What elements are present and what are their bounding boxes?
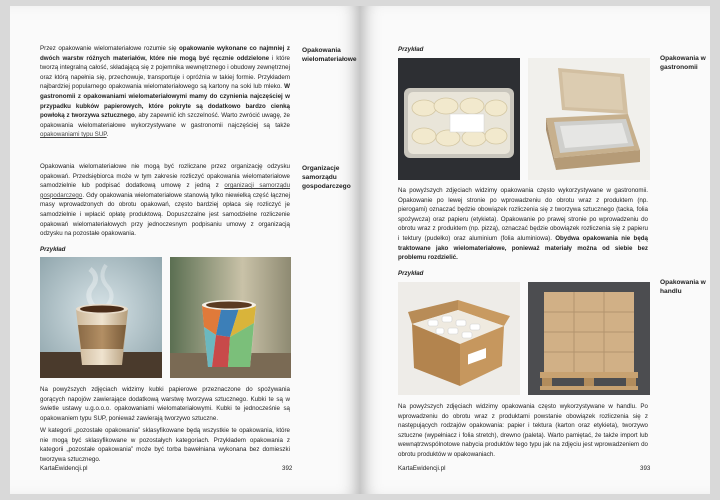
photo-pizza-box — [528, 58, 650, 180]
bold-run: opakowanie wykonane co najmniej z dwóch warstw różnych materiałów, które nie mogą być ręcznie oddzielone — [40, 45, 290, 62]
photo-kraft-coffee-cup — [40, 257, 162, 378]
text-run: Przez opakowanie wielomateriałowe rozumie się — [40, 45, 180, 52]
link-sup-packaging[interactable]: opakowaniami typu SUP — [40, 131, 107, 139]
left-paragraph-4: W kategorii „pozostałe opakowania” sklasyfikowane będą wszystkie te opakowania, które nie mogą być sklasyfikowane w pozostałych kategoriach. Przykładem opakowania z kategorii „pozostałe opakowania” może być torba bawełniana wykonana bez domieszki tworzywa sztucznego. — [40, 427, 290, 463]
side-note-trade: Opakowania w handlu — [660, 279, 706, 295]
left-page — [10, 6, 360, 494]
page-number: 392 — [282, 465, 293, 472]
left-paragraph-1 — [40, 44, 290, 140]
link-business-organizations[interactable]: organizacji samorządu gospodarczego — [40, 182, 291, 199]
left-paragraph-2 — [40, 162, 290, 239]
example-label: Przykład — [40, 246, 66, 253]
bold-run: W gastronomii z opakowaniami wielomateriałowymi mamy do czynienia najczęściej w przypadku kubków papierowych, które pokryte są dodatkowo bardzo cienką powłoką z tworzywa sztucznego — [40, 83, 290, 120]
text-run: . Gdy opakowania wielomateriałowe stanowią tylko niewielką część łącznej masy wprowadzonych do obrotu opakowań, często bardziej opłaca się rozliczyć je samodzielnie i wpłacić opłatę produktową. Dopuszczalne jest samodzielne rozliczenie opakowań wielomateriałowych przy jednoczesnym podpisaniu umowy z organizacją odzysku na pozostałe opakowania. — [40, 191, 290, 238]
side-note-multimaterial: Opakowania wielomateriałowe — [302, 47, 357, 63]
footer-site-name: KartaEwidencji.pl — [40, 465, 88, 472]
text-run: Opakowania wielomateriałowe nie mogą być rozliczane przez organizację odzysku opakowań. Przedsiębiorca może w tym zakresie rozliczyć opakowania wielomateriałowe samodzielnie lub podpisać dodatkową umowę z jedną z — [40, 163, 290, 190]
photo-colorful-paper-cup — [170, 257, 291, 378]
photo-pallet-stretch-film — [528, 282, 650, 395]
right-paragraph-2: Na powyższych zdjęciach widzimy opakowania często wykorzystywane w handlu. Po wprowadzeniu do obrotu wraz z produktami powstanie obowiązek rozliczenia się z następujących rodzajów opakowania: papier i tektura (karton oraz etykieta), tworzywo sztuczne (wypełniacz i folia stretch), drewno (paleta). Warto pamiętać, że także import lub wewnątrzwspólnotowe nabycia produktów tego typu jak na zdjęciu jest wprowadzeniem do obrotu produktów w opakowaniach. — [398, 403, 648, 458]
right-page — [360, 6, 710, 494]
example-label: Przykład — [398, 46, 424, 53]
left-paragraph-3: Na powyższych zdjęciach widzimy kubki papierowe przeznaczone do spożywania gorących napojów zawierające dodatkową warstwę tworzywa sztucznego. Kubki te są w świetle ustawy u.g.o.o.o. opakowaniami wielomateriałowymi. Kubki te jednocześnie są opakowaniem typu SUP, ponieważ zawierają tworzywo sztuczne. — [40, 386, 290, 422]
text-run: i które tworzą integralną całość, składającą się z pojemnika wewnętrznego i obudowy zewnętrznej oraz którą napełnia się, przechowuje, transportuje i opróżnia w takiej formie. Przykładem najbardziej popularnego opakowania wielomateriałowego są kartony na soki lub mleko. — [40, 54, 290, 91]
text-run: Na powyższych zdjęciach widzimy opakowania często wykorzystywane w gastronomii. Opakowanie po lewej stronie po wprowadzeniu do obrotu wraz z produktem (np. pierogami) oznaczać będzie obowiązek rozliczenia się z tworzywa sztucznego (tacka, folia spożywcza) oraz papieru (etykieta). Opakowanie po prawej stronie po wprowadzeniu do obrotu wraz z produktem (np. pizzą), oznaczać będzie obowiązek rozliczenia się z papieru i tektury (pudełko) oraz aluminium (folia aluminiowa). — [398, 187, 648, 242]
page-number: 393 — [640, 465, 651, 472]
photo-pierogi-tray — [398, 58, 520, 180]
side-note-gastronomy: Opakowania w gastronomii — [660, 55, 706, 71]
footer-site-name: KartaEwidencji.pl — [398, 465, 446, 472]
side-note-organizations: Organizacje samorządu gospodarczego — [302, 165, 351, 190]
bold-run: Obydwa opakowania nie będą traktowane jako wielomateriałowe, ponieważ materiały można od siebie bez problemu rozdzielić. — [398, 234, 648, 262]
right-paragraph-1 — [398, 186, 648, 263]
text-run: , aby zapewnić ich szczelność. Warto zwrócić uwagę, że opakowania wielomateriałowe wykorzystywane w gastronomii najczęściej są także — [40, 112, 290, 129]
example-label: Przykład — [398, 270, 424, 277]
photo-cardboard-box — [398, 282, 520, 395]
text-run: . — [106, 131, 109, 139]
